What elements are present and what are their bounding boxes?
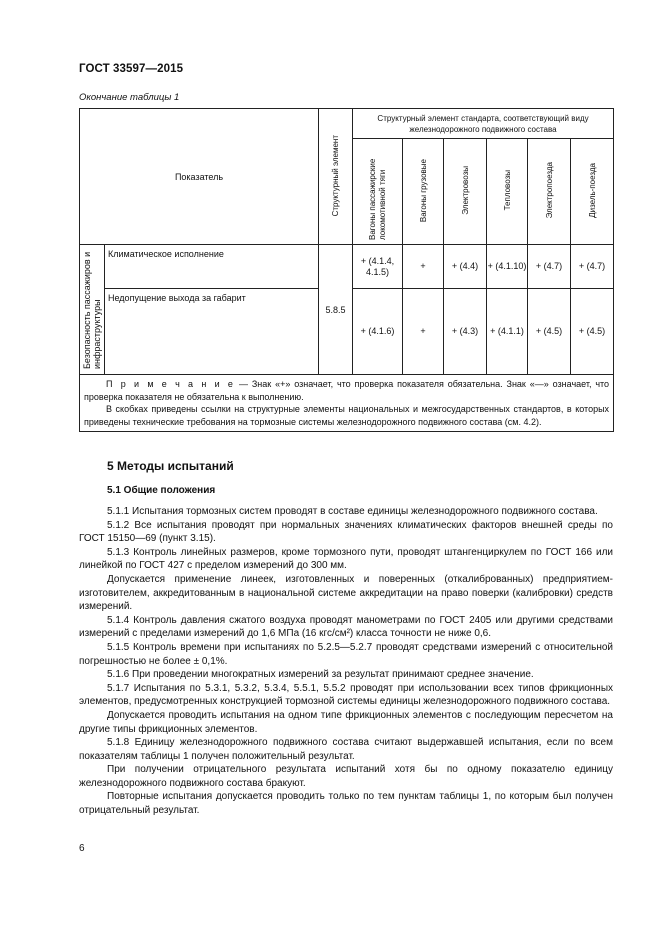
- table-note-row: [80, 375, 614, 432]
- document-code: ГОСТ 33597—2015: [79, 63, 184, 75]
- row-name: Климатическое исполнение: [105, 245, 319, 289]
- note-text-2: В скобках приведены ссылки на структурные элементы национальных и межгосударственных стандартов, в которых приведены технические требования на тормозные системы железнодорожного подвижного состава (см. 4.2).: [84, 404, 610, 427]
- paragraph: Допускается применение линеек, изготовленных и поверенных (откалиброванных) предприятием-изготовителем, аккредитованным в национальной системе аккредитации на право поверки (калибровки) средств измерений.: [79, 573, 613, 613]
- mark-cell: +: [403, 245, 444, 289]
- section-body: [79, 505, 613, 818]
- note-label: П р и м е ч а н и е: [106, 379, 236, 389]
- paragraph: 5.1.7 Испытания по 5.3.1, 5.3.2, 5.3.4, 5.5.1, 5.5.2 проводят при использовании всех типов фрикционных элементов, предусмотренных конструкцией тормозной системы единицы железнодорожного подвижного состава.: [79, 682, 613, 708]
- mark-cell: + (4.1.4, 4.1.5): [353, 245, 403, 289]
- mark-cell: + (4.1.6): [353, 289, 403, 375]
- paragraph: 5.1.5 Контроль времени при испытаниях по 5.2.5—5.2.7 проводят средствами измерений с относительной погрешностью не более ± 0,1%.: [79, 641, 613, 667]
- page-number: 6: [79, 843, 85, 854]
- header-structural-element: Структурный элемент: [319, 109, 353, 245]
- mark-cell: + (4.1.10): [487, 245, 528, 289]
- header-vehicle-group: Структурный элемент стандарта, соответствующий виду железнодорожного подвижного состава: [353, 109, 614, 139]
- group-label: Безопасность пассажиров и инфраструктуры: [80, 245, 105, 375]
- row-name: Недопущение выхода за габарит: [105, 289, 319, 375]
- section-subtitle: 5.1 Общие положения: [107, 485, 216, 496]
- section-title: 5 Методы испытаний: [107, 459, 234, 473]
- paragraph: 5.1.8 Единицу железнодорожного подвижного состава считают выдержавшей испытания, если по всем показателям таблицы 1 получен положительный результат.: [79, 737, 613, 762]
- table-row: [80, 245, 614, 289]
- mark-cell: + (4.5): [528, 289, 571, 375]
- paragraph: 5.1.2 Все испытания проводят при нормальных значениях климатических факторов внешней среды по ГОСТ 15150—69 (пункт 3.15).: [79, 519, 613, 545]
- paragraph: Допускается проводить испытания на одном типе фрикционных элементов с последующим пересчетом на другие типы фрикционных элементов.: [79, 709, 613, 735]
- header-vehicle-diesel-loco: Тепловозы: [487, 139, 528, 245]
- mark-cell: + (4.7): [571, 245, 614, 289]
- note-text-1: — Знак «+» означает, что проверка показателя обязательна. Знак «—» означает, что проверка показателя не обязательна к выполнению.: [84, 379, 610, 402]
- paragraph: Повторные испытания допускается проводить только по тем пунктам таблицы 1, по которым был получен отрицательный результат.: [79, 791, 613, 817]
- header-vehicle-dmu: Дизель-поезда: [571, 139, 614, 245]
- table-note: [80, 375, 614, 432]
- paragraph: 5.1.6 При проведении многократных измерений за результат принимают среднее значение.: [107, 669, 534, 681]
- mark-cell: + (4.1.1): [487, 289, 528, 375]
- paragraph: 5.1.3 Контроль линейных размеров, кроме тормозного пути, проводят штангенциркулем по ГОСТ 166 или линейкой по ГОСТ 427 с пределом измерений до 300 мм.: [79, 546, 613, 572]
- mark-cell: + (4.7): [528, 245, 571, 289]
- mark-cell: + (4.5): [571, 289, 614, 375]
- paragraph: 5.1.1 Испытания тормозных систем проводят в составе единицы железнодорожного подвижного состава.: [107, 506, 598, 517]
- paragraph: При получении отрицательного результата испытаний хотя бы по одному показателю единицу железнодорожного подвижного состава бракуют.: [79, 764, 613, 789]
- header-vehicle-electric-loco: Электровозы: [444, 139, 487, 245]
- header-vehicle-emu: Электропоезда: [528, 139, 571, 245]
- indicator-table: [79, 108, 613, 441]
- mark-cell: + (4.3): [444, 289, 487, 375]
- mark-cell: +: [403, 289, 444, 375]
- header-vehicle-freight: Вагоны грузовые: [403, 139, 444, 245]
- paragraph: 5.1.4 Контроль давления сжатого воздуха проводят манометрами по ГОСТ 2405 или другими средствами измерений с пределами измерений до 1,6 МПа (16 кгс/см²) класса точности не ниже 0,6.: [79, 614, 613, 640]
- header-indicator: Показатель: [80, 109, 319, 245]
- table-caption: Окончание таблицы 1: [79, 92, 180, 103]
- header-vehicle-passenger: Вагоны пассажирские локомотивной тяги: [353, 139, 403, 245]
- struct-value: 5.8.5: [319, 245, 353, 375]
- mark-cell: + (4.4): [444, 245, 487, 289]
